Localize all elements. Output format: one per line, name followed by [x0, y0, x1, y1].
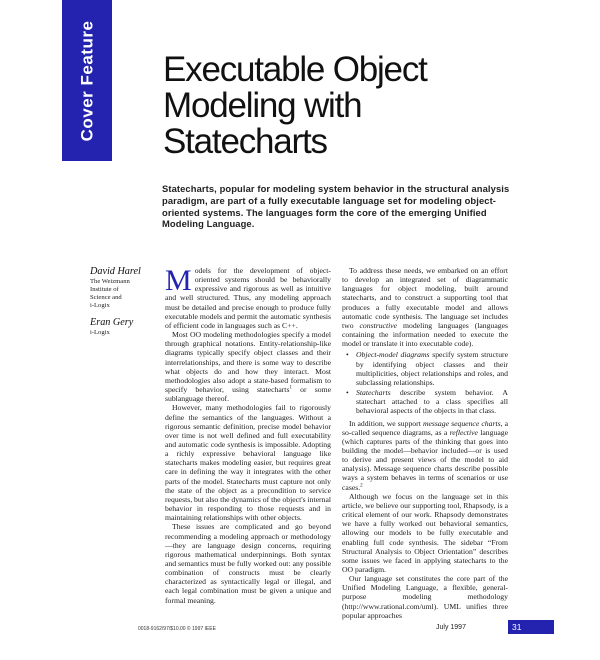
author-affiliation-line: Institute of — [90, 286, 119, 293]
paragraph-text: To address these needs, we embarked on an effort to develop an integrated set of diagrammatic languages for object modeling, built around statecharts, and to construct a supporting tool that produces a fully executable model and allows automatic code synthesis. The language set includes two — [342, 266, 508, 330]
author-name: Eran Gery — [90, 317, 134, 328]
paragraph-text: language (which captures parts of the thinking that goes into building the model—behavior included—or is used to derive and present views of the model to aid analysis). Message sequence charts describe possible ways a system behaves in terms of scenarios or use cases. — [342, 427, 509, 492]
title-line-2: Modeling with — [163, 86, 362, 125]
emphasis: constructive — [359, 320, 398, 330]
footnote-ref: 1 — [289, 385, 292, 391]
footer-copyright: 0018-9162/97/$10.00 © 1997 IEEE — [138, 626, 216, 632]
paragraph: Although we focus on the language set in this article, we believe our supporting tool, Rhapsody, is a critical element of our work. Rhapsody demonstrates we have a fully worked out behavioral semantics, allowing our models to be fully executable and enabling full code synthesis. The sidebar “From Structural Analysis to Object Orientation” describes some issues we faced in applying statecharts to the OO paradigm. — [342, 491, 508, 574]
paragraph-text: odels for the development of object-oriented systems should be behaviorally expressive and rigorous as well as intuitive and well structured. Thus, any modeling approach must be detailed and precise enough to produce fully executable models and permit the automatic synthesis of efficient code in languages such as C++. — [165, 266, 331, 330]
language-list — [342, 350, 508, 415]
paragraph-text: modeling languages (languages containing the information needed to execute the model or translate it into executable code). — [342, 320, 508, 349]
article-abstract: Statecharts, popular for modeling system behavior in the structural analysis paradigm, are part of a fully executable language set for modeling object-oriented systems. The languages form the core of the emerging Unified Modeling Language. — [162, 183, 510, 230]
cover-feature-label-box — [62, 0, 112, 161]
cover-feature-label: Cover Feature — [77, 20, 97, 141]
list-item — [352, 388, 508, 415]
list-item-text: describe system behavior. A statechart attached to a class specifies all behavioral aspects of the objects in that class. — [356, 388, 508, 416]
paragraph: These issues are complicated and go beyond recommending a modeling approach or methodology—they are language design concerns, requiring rigorous mathematical underpinnings. Both syntax and semantics must be fully worked out: any possible combination of constructs must be clearly characterized as syntactically legal or illegal, and each legal combination must be given a unique and formal meaning. — [165, 522, 331, 605]
paragraph — [342, 419, 508, 492]
title-line-1: Executable Object — [163, 50, 427, 89]
paragraph-text: In addition, we support — [349, 418, 423, 428]
author-affiliation-line: The Weizmann — [90, 278, 130, 285]
paragraph — [165, 330, 331, 403]
paragraph-text: , a so-called sequence diagrams, as a — [342, 418, 509, 437]
author-affiliation-line: i-Logix — [90, 329, 110, 336]
page-number: 31 — [508, 620, 554, 634]
paragraph-text: or some sublanguage thereof. — [165, 385, 331, 404]
emphasis: reflective — [449, 427, 478, 437]
author-affiliation-line: i-Logix — [90, 302, 110, 309]
list-item — [352, 350, 508, 387]
list-item-text: specify system structure by identifying object classes and their multiplicities, object relationships and roles, and subclassing relationships. — [356, 350, 509, 387]
footer-date: July 1997 — [436, 624, 466, 631]
emphasis: Statecharts — [356, 388, 391, 398]
body-column-2 — [342, 266, 508, 620]
article-title — [163, 52, 583, 160]
emphasis: message sequence charts — [422, 418, 501, 428]
paragraph-text: Most OO modeling methodologies specify a model through graphical notations. Entity-relationship-like diagrams typically specify object classes and their interrelationships, and there is some way to describe what objects do and how they interact. Most methodologies also adopt a state-based formalism to specify behavior, using statecharts — [165, 330, 331, 395]
paragraph — [165, 266, 331, 330]
paragraph: However, many methodologies fail to rigorously define the semantics of the languages. Without a rigorous semantic definition, precise model behavior over time is not well defined and full executability and automatic code synthesis is impossible. Adopting a richly expressive behavioral language like statecharts makes modeling easier, but requires great care in defining the way it integrates with the other parts of the model. Statecharts must capture not only the state of the object as a precondition to service requests, but also the dynamics of the object's internal behavior in responding to those requests and in maintaining relationships with other objects. — [165, 403, 331, 523]
author-block-2 — [90, 317, 154, 337]
author-block-1 — [90, 266, 154, 310]
paragraph: Our language set constitutes the core part of the Unified Modeling Language, a flexible, general-purpose modeling methodology (http://www.rational.com/uml). UML unifies three popular approaches — [342, 574, 508, 620]
paragraph — [342, 266, 508, 348]
author-affiliation-line: Science and — [90, 294, 122, 301]
title-line-3: Statecharts — [163, 122, 327, 161]
footnote-ref: 2 — [360, 483, 363, 489]
emphasis: Object-model diagrams — [356, 350, 430, 360]
drop-cap: M — [165, 264, 192, 297]
author-name: David Harel — [90, 266, 141, 277]
body-column-1 — [165, 266, 331, 605]
